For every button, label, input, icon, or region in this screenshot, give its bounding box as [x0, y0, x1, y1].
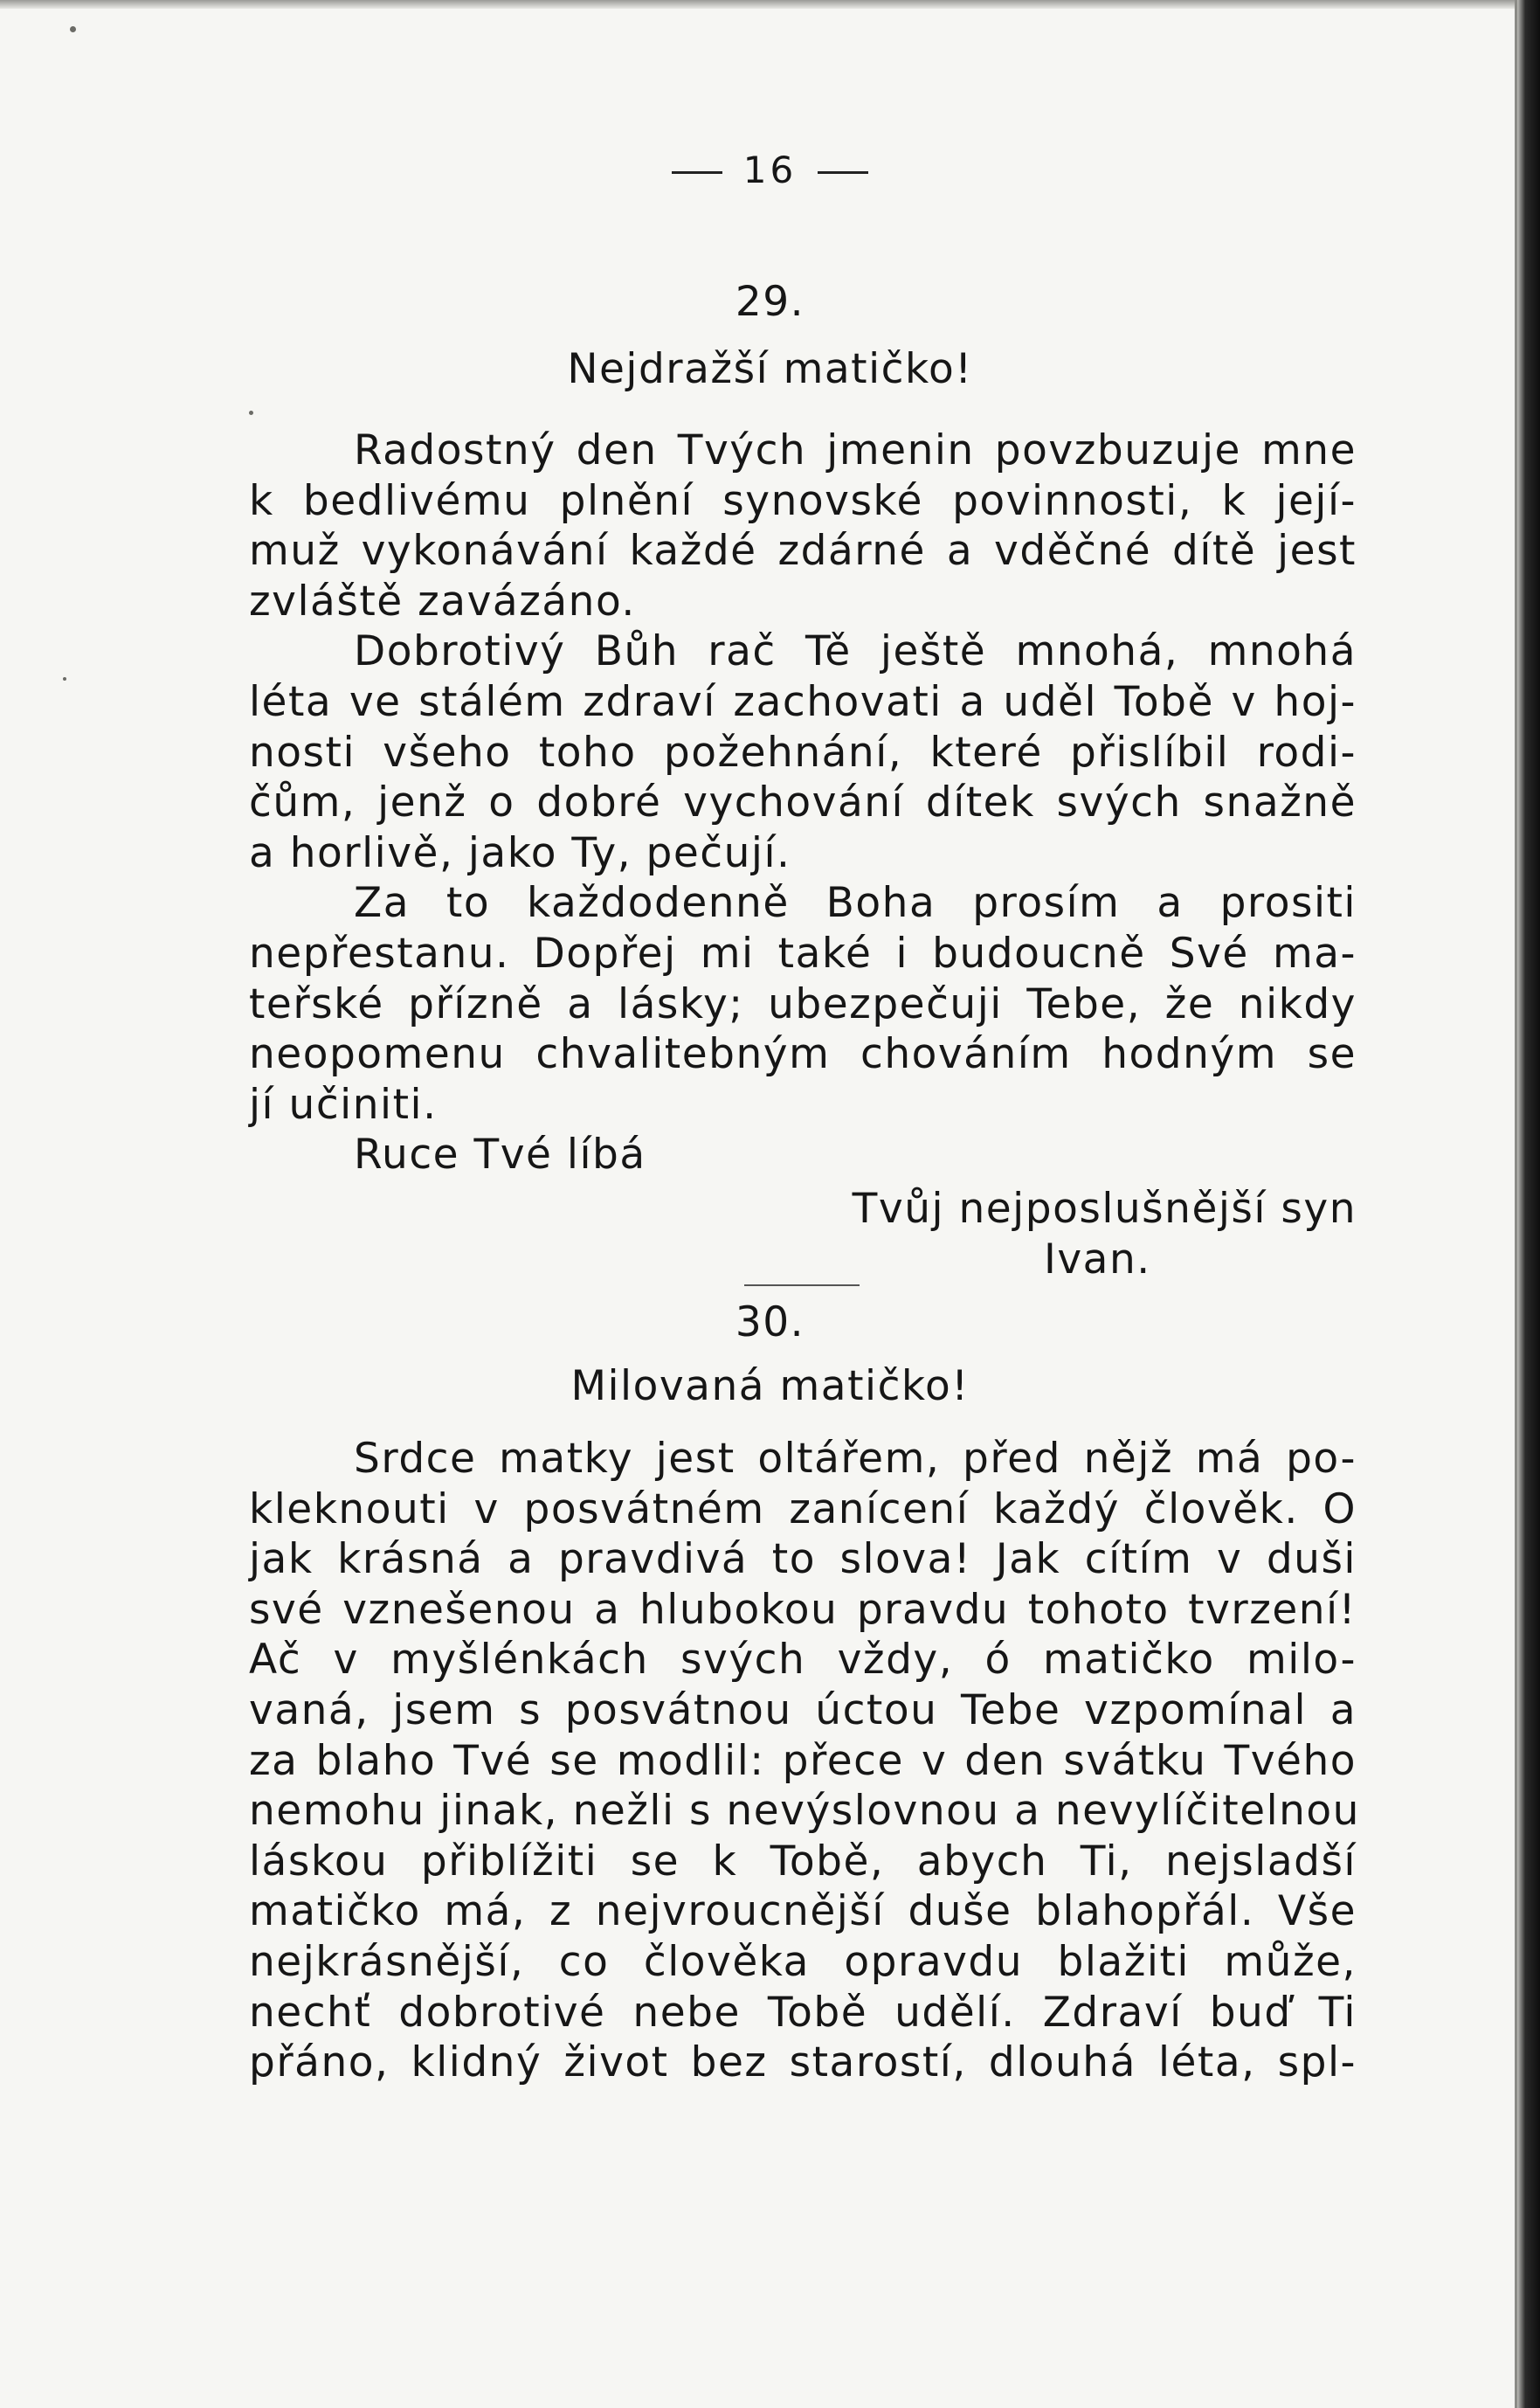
signature-name: Ivan. — [1044, 1235, 1151, 1284]
text-line: nemohu jinak, nežli s nevýslovnou a nevylíčitelnou — [249, 1787, 1360, 1836]
text-line: nepřestanu. Dopřej mi také i budoucně Své ma- — [249, 929, 1357, 978]
text-line: vaná, jsem s posvátnou úctou Tebe vzpomínal a — [249, 1685, 1357, 1734]
page-header — [0, 149, 1540, 191]
text-line: Srdce matky jest oltářem, před nějž má po- — [354, 1435, 1357, 1483]
text-line: čům, jenž o dobré vychování dítek svých snažně — [249, 778, 1357, 827]
letter-body — [249, 426, 1357, 1180]
text-line: jí učiniti. — [249, 1080, 438, 1129]
text-line: a horlivě, jako Ty, pečují. — [249, 828, 791, 877]
letter-signature — [847, 1184, 1357, 1284]
text-line: Ač v myšlénkách svých vždy, ó matičko milo- — [249, 1636, 1357, 1685]
text-line: k bedlivému plnění synovské povinnosti, k její- — [249, 476, 1357, 525]
text-line: teřské přízně a lásky; ubezpečuji Tebe, že nikdy — [249, 979, 1357, 1028]
text-line: léta ve stálém zdraví zachovati a uděl Tobě v hoj- — [249, 677, 1357, 726]
letter-number: 30. — [735, 1298, 805, 1346]
text-line: nechť dobrotivé nebe Tobě udělí. Zdraví buď Ti — [249, 1988, 1357, 2037]
scan-speck — [70, 26, 76, 32]
text-line: matičko má, z nejvroucnější duše blahopřál. Vše — [249, 1887, 1357, 1936]
section-separator — [744, 1284, 860, 1286]
scan-top-edge — [0, 0, 1540, 9]
text-line: své vznešenou a hlubokou pravdu tohoto tvrzení! — [249, 1585, 1357, 1634]
scan-speck — [63, 677, 66, 681]
letter-salutation: Milovaná matičko! — [570, 1362, 970, 1410]
text-line: láskou přiblížiti se k Tobě, abych Ti, nejsladší — [249, 1837, 1357, 1886]
text-line: přáno, klidný život bez starostí, dlouhá léta, spl- — [249, 2038, 1357, 2087]
text-line: kleknouti v posvátném zanícení každý člověk. O — [249, 1484, 1357, 1533]
header-dash-right — [818, 171, 868, 174]
text-line: za blaho Tvé se modlil: přece v den svátku Tvého — [249, 1736, 1357, 1785]
text-line: jak krásná a pravdivá to slova! Jak cítím v duši — [249, 1535, 1357, 1584]
scan-speck — [249, 411, 253, 415]
text-line: Ruce Tvé líbá — [354, 1131, 646, 1180]
letter-number: 29. — [735, 278, 805, 326]
letter-body — [249, 1434, 1360, 2088]
header-dash-left — [672, 171, 722, 174]
text-line: Za to každodenně Boha prosím a prositi — [354, 879, 1357, 928]
page-number: 16 — [742, 149, 798, 191]
text-line: zvláště zavázáno. — [249, 577, 636, 626]
text-line: Dobrotivý Bůh rač Tě ještě mnohá, mnohá — [354, 627, 1357, 676]
signature-line: Tvůj nejposlušnější syn — [852, 1185, 1357, 1233]
letter-salutation: Nejdražší matičko! — [567, 345, 973, 393]
text-line: muž vykonávání každé zdárné a vděčné dítě jest — [249, 527, 1357, 576]
text-line: nosti všeho toho požehnání, které přislíbil rodi- — [249, 728, 1357, 777]
text-line: Radostný den Tvých jmenin povzbuzuje mne — [354, 426, 1357, 474]
text-line: neopomenu chvalitebným chováním hodným se — [249, 1030, 1357, 1079]
text-line: nejkrásnější, co člověka opravdu blažiti může, — [249, 1937, 1357, 1986]
